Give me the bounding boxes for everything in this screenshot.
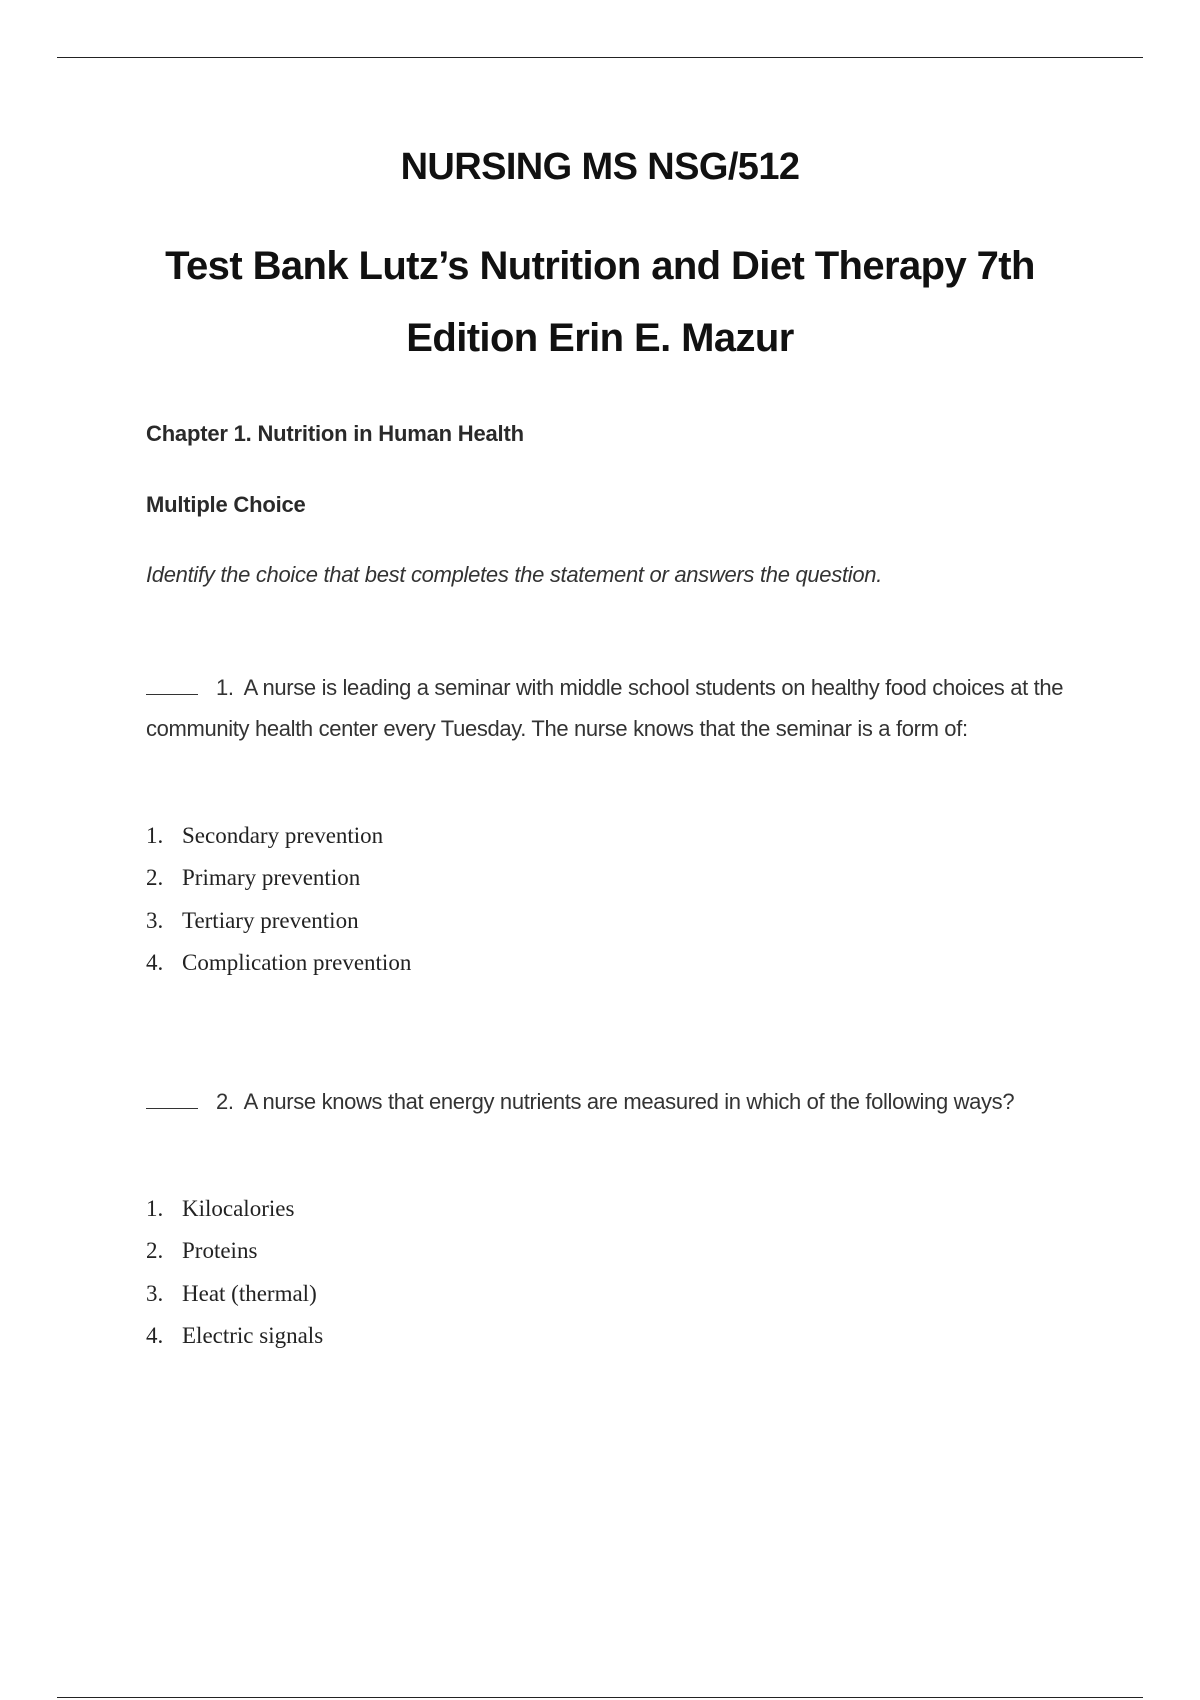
option xyxy=(146,1279,323,1321)
option xyxy=(146,906,411,948)
option xyxy=(146,1194,323,1236)
instruction-text: Identify the choice that best completes the statement or answers the question. xyxy=(146,562,883,587)
option-text: Secondary prevention xyxy=(182,823,384,848)
question-text: A nurse knows that energy nutrients are measured in which of the following ways? xyxy=(243,1089,1015,1114)
option-text: Electric signals xyxy=(182,1322,324,1348)
question-1 xyxy=(146,667,1096,749)
option xyxy=(146,821,411,863)
option-text: Primary prevention xyxy=(182,865,361,891)
option xyxy=(146,948,411,990)
bottom-rule xyxy=(57,1697,1143,1698)
option xyxy=(146,1236,323,1278)
question-2-options xyxy=(146,1194,323,1363)
question-number: 2. xyxy=(216,1089,234,1114)
top-rule xyxy=(57,57,1143,58)
question-text: A nurse is leading a seminar with middle school students on healthy food choices at the community health center every Tuesday. The nurse knows that the seminar is a form of: xyxy=(146,675,1064,741)
option-number: 4. xyxy=(146,1322,164,1348)
option-text: Kilocalories xyxy=(182,1196,295,1221)
option-number: 2. xyxy=(146,1238,164,1264)
option-text: Heat (thermal) xyxy=(182,1280,317,1306)
section-heading: Multiple Choice xyxy=(146,492,306,517)
question-2 xyxy=(146,1081,1096,1122)
answer-blank[interactable] xyxy=(146,1088,198,1109)
question-number: 1. xyxy=(216,675,234,700)
option-number: 2. xyxy=(146,865,164,891)
document-title-line-2: Edition Erin E. Mazur xyxy=(406,316,794,360)
answer-blank[interactable] xyxy=(146,674,198,695)
document-title-line-1: Test Bank Lutz’s Nutrition and Diet Therapy 7th xyxy=(165,244,1035,288)
option-number: 1. xyxy=(146,823,164,848)
option-number: 3. xyxy=(146,1280,164,1306)
option-text: Tertiary prevention xyxy=(182,907,359,933)
course-title: NURSING MS NSG/512 xyxy=(400,146,800,188)
option-number: 4. xyxy=(146,949,164,975)
option-number: 3. xyxy=(146,907,164,933)
option xyxy=(146,1321,323,1363)
chapter-heading: Chapter 1. Nutrition in Human Health xyxy=(146,421,524,446)
option xyxy=(146,863,411,905)
option-number: 1. xyxy=(146,1196,164,1221)
option-text: Complication prevention xyxy=(182,949,412,975)
option-text: Proteins xyxy=(182,1238,258,1264)
question-1-options xyxy=(146,821,411,990)
